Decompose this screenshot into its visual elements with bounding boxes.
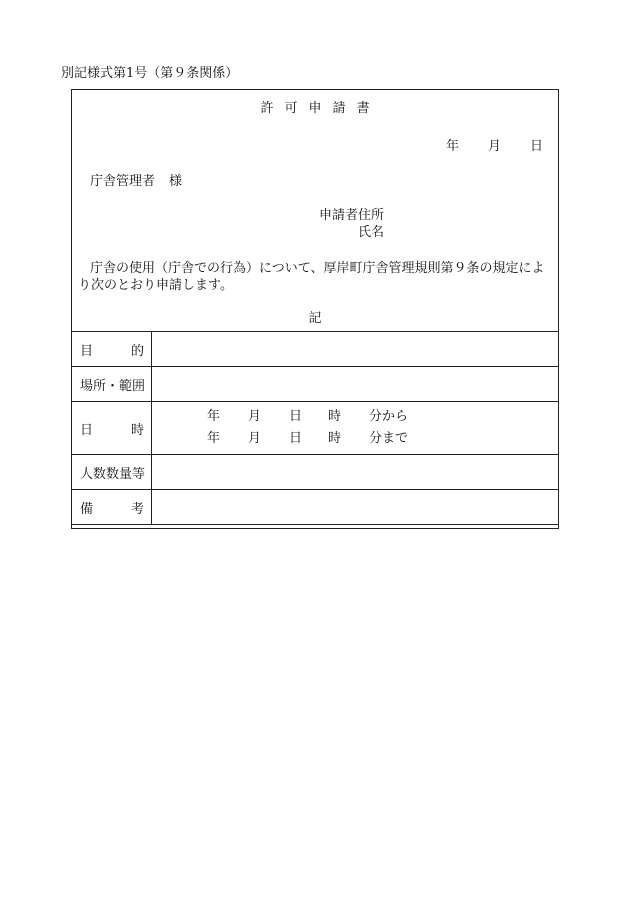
application-form	[71, 89, 559, 529]
to-year: 年	[207, 431, 221, 446]
place-field[interactable]	[152, 367, 559, 402]
purpose-row	[72, 332, 559, 367]
to-hour: 時	[328, 431, 342, 446]
form-title: 許可申請書	[260, 101, 381, 116]
count-row	[72, 455, 559, 490]
remarks-row	[72, 490, 559, 525]
remarks-label	[72, 490, 152, 525]
place-label: 場所・範囲	[72, 367, 152, 402]
purpose-label-char2: 的	[130, 343, 144, 359]
place-row	[72, 367, 559, 402]
datetime-label-char2: 時	[130, 422, 144, 438]
addressee-name: 庁舎管理者	[90, 174, 156, 189]
to-month: 月	[248, 431, 262, 446]
date-day-label: 日	[530, 139, 544, 154]
purpose-label	[72, 332, 152, 367]
to-minute: 分まで	[369, 431, 409, 446]
detail-table	[71, 331, 559, 525]
count-label: 人数数量等	[72, 455, 152, 490]
date-year-label: 年	[446, 139, 460, 154]
from-day: 日	[289, 409, 303, 424]
ki-heading: 記	[308, 311, 322, 326]
from-hour: 時	[328, 409, 342, 424]
purpose-field[interactable]	[152, 332, 559, 367]
to-day: 日	[289, 431, 303, 446]
datetime-label-char1: 日	[80, 422, 94, 438]
addressee-honorific: 様	[169, 174, 183, 189]
datetime-row	[72, 402, 559, 455]
remarks-label-char2: 考	[130, 501, 144, 517]
addressee	[90, 174, 182, 190]
count-field[interactable]	[152, 455, 559, 490]
form-number-label: 別記様式第1号（第９条関係）	[61, 66, 239, 81]
date-month-label: 月	[488, 139, 502, 154]
applicant-name-label: 氏名	[358, 225, 385, 240]
datetime-label	[72, 402, 152, 455]
application-body-text: 庁舎の使用（庁舎での行為）について、厚岸町庁舎管理規則第９条の規定により次のとおり申請します。	[78, 261, 545, 293]
from-year: 年	[207, 409, 221, 424]
applicant-address-label: 申請者住所	[319, 208, 385, 223]
remarks-label-char1: 備	[80, 501, 94, 517]
remarks-field[interactable]	[152, 490, 559, 525]
from-minute: 分から	[369, 409, 409, 424]
datetime-field[interactable]	[152, 402, 559, 455]
purpose-label-char1: 目	[80, 343, 94, 359]
from-month: 月	[248, 409, 262, 424]
